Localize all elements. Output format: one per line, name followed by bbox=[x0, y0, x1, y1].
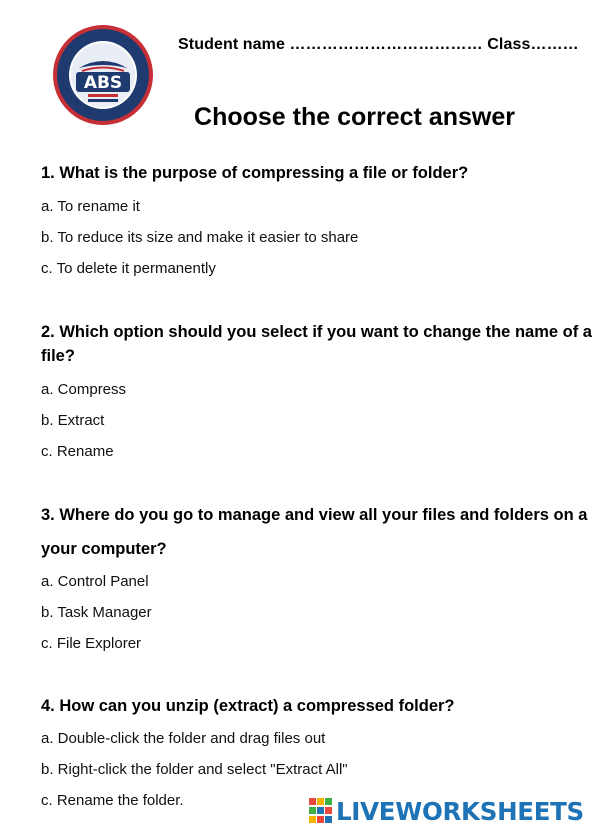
question-2: 2. Which option should you select if you want to change the name of a file? bbox=[41, 323, 592, 365]
brand-name: LIVEWORKSHEETS bbox=[336, 796, 584, 826]
question-3-line-1: 3. Where do you go to manage and view all your files and folders on a bbox=[41, 506, 588, 524]
q3-option-a[interactable]: a. Control Panel bbox=[41, 573, 149, 590]
q1-option-c[interactable]: c. To delete it permanently bbox=[41, 260, 216, 277]
liveworksheets-brand[interactable] bbox=[309, 796, 584, 826]
q2-option-c[interactable]: c. Rename bbox=[41, 443, 114, 460]
q3-option-b[interactable]: b. Task Manager bbox=[41, 604, 152, 621]
worksheet-title: Choose the correct answer bbox=[194, 103, 515, 131]
student-name-class-line: Student name ……………………………… Class……… bbox=[178, 36, 579, 53]
question-3-line-2: your computer? bbox=[41, 540, 167, 558]
q4-option-c[interactable]: c. Rename the folder. bbox=[41, 792, 184, 809]
q1-option-a[interactable]: a. To rename it bbox=[41, 198, 140, 215]
q4-option-b[interactable]: b. Right-click the folder and select "Extract All" bbox=[41, 761, 348, 778]
q2-option-b[interactable]: b. Extract bbox=[41, 412, 105, 429]
logo-letters: ABS bbox=[83, 73, 123, 93]
liveworksheets-logo-icon bbox=[309, 798, 333, 824]
q4-option-a[interactable]: a. Double-click the folder and drag files out bbox=[41, 730, 326, 747]
question-4: 4. How can you unzip (extract) a compressed folder? bbox=[41, 697, 455, 715]
q3-option-c[interactable]: c. File Explorer bbox=[41, 635, 142, 652]
q1-option-b[interactable]: b. To reduce its size and make it easier to share bbox=[41, 229, 359, 246]
question-1: 1. What is the purpose of compressing a file or folder? bbox=[41, 164, 469, 182]
q2-option-a[interactable]: a. Compress bbox=[41, 381, 127, 398]
